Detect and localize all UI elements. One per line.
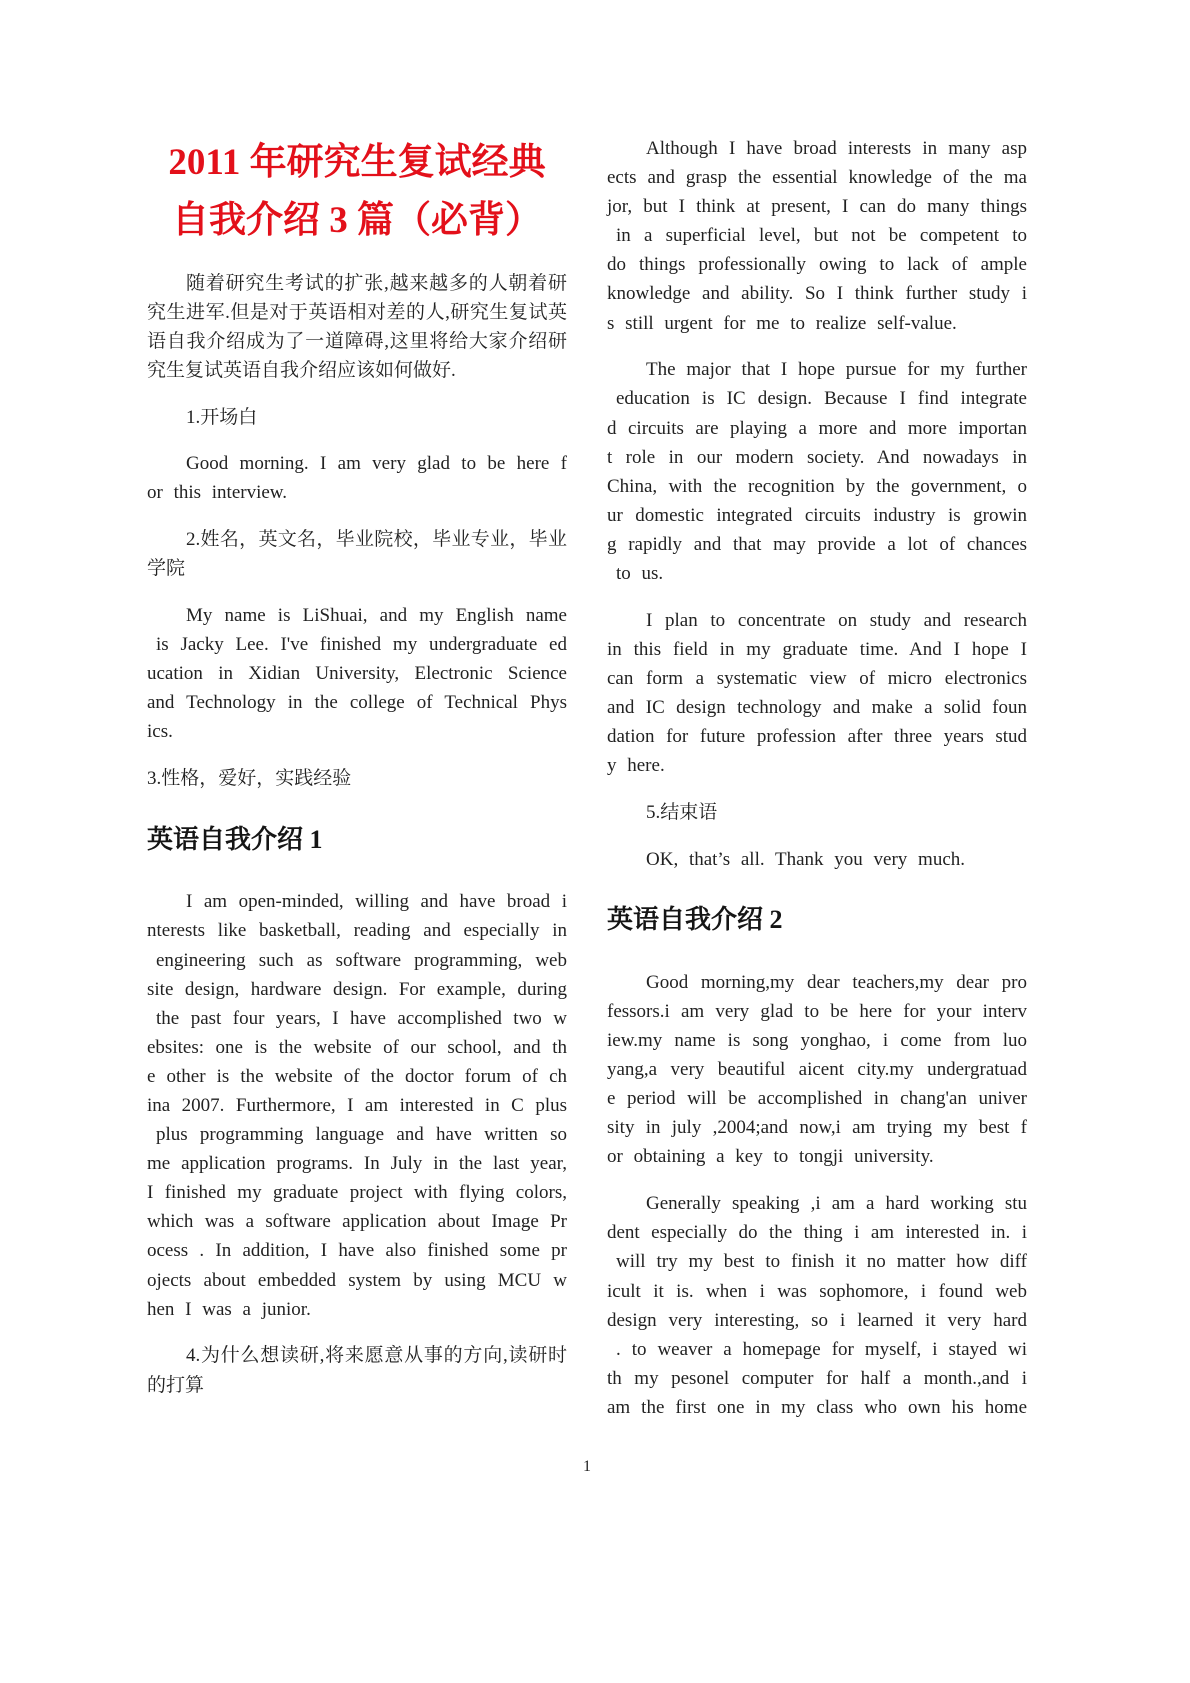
right-column bbox=[607, 134, 1027, 1440]
text-line: The major that I hope pursue for my further bbox=[646, 359, 1027, 381]
text-line: knowledge and ability. So I think further study i bbox=[607, 283, 1027, 305]
text-line: design very interesting, so i learned it very hard bbox=[607, 1309, 1027, 1331]
sample-1-paragraph-2 bbox=[607, 134, 1027, 338]
opening-label bbox=[147, 403, 567, 432]
text-line: can form a systematic view of micro electronics bbox=[607, 667, 1027, 689]
text-line: e period will be accomplished in chang'an univer bbox=[607, 1088, 1027, 1110]
text-line: I plan to concentrate on study and research bbox=[646, 609, 1027, 631]
title-line-2: 自我介绍 3 篇（必背） bbox=[172, 200, 542, 241]
text-line: s still urgent for me to realize self-value. bbox=[607, 312, 957, 334]
text-line: to us. bbox=[616, 563, 664, 584]
text-line: 4.为什么想读研,将来愿意从事的方向,读研时 bbox=[186, 1345, 567, 1367]
sample-2-paragraph-2 bbox=[607, 1189, 1027, 1422]
page-number: 1 bbox=[583, 1458, 591, 1475]
text-line: 语自我介绍成为了一道障碍,这里将给大家介绍研 bbox=[147, 330, 567, 352]
sample-1-paragraph-3 bbox=[607, 355, 1027, 588]
text-line: yang,a very beautiful aicent city.my undergratuad bbox=[607, 1059, 1027, 1081]
text-line: or obtaining a key to tongji university. bbox=[607, 1146, 934, 1168]
text-line: OK, that’s all. Thank you very much. bbox=[646, 848, 966, 870]
left-column bbox=[147, 134, 567, 1417]
section-heading-2: 英语自我介绍 2 bbox=[607, 905, 783, 935]
name-speech bbox=[147, 601, 567, 746]
text-line: Although I have broad interests in many asp bbox=[646, 138, 1027, 159]
name-label bbox=[147, 525, 567, 583]
text-line: ects and grasp the essential knowledge of the ma bbox=[607, 167, 1027, 189]
sample-1-paragraph-1 bbox=[147, 887, 567, 1323]
text-line: . to weaver a homepage for myself, i stayed wi bbox=[616, 1338, 1027, 1360]
text-line: Generally speaking ,i am a hard working stu bbox=[646, 1193, 1027, 1215]
text-line: 2.姓名，英文名，毕业院校，毕业专业，毕业 bbox=[186, 529, 567, 551]
text-line: I finished my graduate project with flying colors, bbox=[147, 1182, 567, 1204]
sample-1-paragraph-4 bbox=[607, 606, 1027, 781]
text-line: China, with the recognition by the government, o bbox=[607, 475, 1027, 497]
text-line: t role in our modern society. And nowadays in bbox=[607, 446, 1027, 468]
text-line: I am open-minded, willing and have broad i bbox=[186, 891, 567, 913]
motivation-label bbox=[147, 1341, 567, 1399]
text-line: ojects about embedded system by using MCU w bbox=[147, 1269, 567, 1291]
text-line: My name is LiShuai, and my English name bbox=[186, 605, 567, 627]
text-line: in this field in my graduate time. And I hope I bbox=[607, 638, 1027, 660]
text-line: 究生复试英语自我介绍应该如何做好. bbox=[147, 359, 456, 381]
text-line: dent especially do the thing i am interested in. i bbox=[607, 1222, 1027, 1244]
text-line: jor, but I think at present, I can do many things bbox=[607, 196, 1027, 218]
text-line: ocess . In addition, I have also finished some pr bbox=[147, 1240, 567, 1262]
closing-speech bbox=[607, 845, 1027, 874]
text-line: and IC design technology and make a solid foun bbox=[607, 697, 1027, 719]
text-line: dation for future profession after three years stud bbox=[607, 726, 1027, 748]
text-line: which was a software application about Image Pr bbox=[147, 1211, 567, 1233]
text-line: Good morning,my dear teachers,my dear pro bbox=[646, 971, 1027, 993]
sample-2-paragraph-1 bbox=[607, 968, 1027, 1172]
text-line: plus programming language and have written so bbox=[156, 1124, 567, 1146]
text-line: is Jacky Lee. I've finished my undergraduate ed bbox=[156, 634, 567, 656]
text-line: d circuits are playing a more and more importan bbox=[607, 417, 1027, 439]
text-line: g rapidly and that may provide a lot of chances bbox=[607, 533, 1027, 555]
text-line: y here. bbox=[607, 755, 665, 777]
opening-speech bbox=[147, 449, 567, 507]
text-line: Good morning. I am very glad to be here f bbox=[186, 453, 567, 475]
text-line: iew.my name is song yonghao, i come from luo bbox=[607, 1030, 1027, 1052]
text-line: e other is the website of the doctor forum of ch bbox=[147, 1065, 567, 1087]
text-line: am the first one in my class who own his home bbox=[607, 1396, 1027, 1418]
text-line: do things professionally owing to lack of ample bbox=[607, 254, 1027, 276]
text-line: 的打算 bbox=[147, 1374, 205, 1396]
text-line: nterests like basketball, reading and especially in bbox=[147, 920, 567, 942]
text-line: fessors.i am very glad to be here for your interv bbox=[607, 1001, 1027, 1022]
text-line: th my pesonel computer for half a month.,and i bbox=[607, 1367, 1027, 1389]
text-line: will try my best to finish it no matter how diff bbox=[616, 1251, 1027, 1273]
text-line: site design, hardware design. For example, during bbox=[147, 978, 567, 1000]
text-line: in a superficial level, but not be competent to bbox=[616, 225, 1027, 247]
closing-label bbox=[607, 798, 1027, 827]
text-line: 3.性格，爱好，实践经验 bbox=[147, 768, 352, 790]
text-line: icult it is. when i was sophomore, i found web bbox=[607, 1280, 1027, 1302]
text-line: sity in july ,2004;and now,i am trying my best f bbox=[607, 1117, 1027, 1139]
text-line: ina 2007. Furthermore, I am interested in C plus bbox=[147, 1095, 567, 1116]
text-line: or this interview. bbox=[147, 482, 288, 504]
text-line: education is IC design. Because I find integrate bbox=[616, 388, 1027, 410]
text-line: ics. bbox=[147, 721, 173, 743]
document-title bbox=[147, 134, 567, 250]
text-line: the past four years, I have accomplished two w bbox=[156, 1007, 567, 1029]
title-line-1: 2011 年研究生复试经典 bbox=[168, 142, 546, 183]
text-line: and Technology in the college of Technical Phys bbox=[147, 692, 567, 714]
text-line: ucation in Xidian University, Electronic Science bbox=[147, 663, 567, 685]
text-line: me application programs. In July in the last year, bbox=[147, 1153, 567, 1175]
text-line: 学院 bbox=[147, 558, 186, 580]
text-line: 1.开场白 bbox=[186, 406, 258, 428]
section-heading-1: 英语自我介绍 1 bbox=[147, 824, 323, 854]
traits-label bbox=[147, 764, 567, 793]
text-line: ebsites: one is the website of our school, and th bbox=[147, 1036, 567, 1058]
text-line: hen I was a junior. bbox=[147, 1298, 311, 1320]
text-line: 随着研究生考试的扩张,越来越多的人朝着研 bbox=[186, 272, 567, 294]
text-line: 究生进军.但是对于英语相对差的人,研究生复试英 bbox=[147, 301, 567, 323]
text-line: ur domestic integrated circuits industry is growin bbox=[607, 504, 1027, 526]
text-line: engineering such as software programming, web bbox=[156, 949, 567, 971]
intro-paragraph bbox=[147, 269, 567, 385]
text-line: 5.结束语 bbox=[646, 802, 718, 824]
